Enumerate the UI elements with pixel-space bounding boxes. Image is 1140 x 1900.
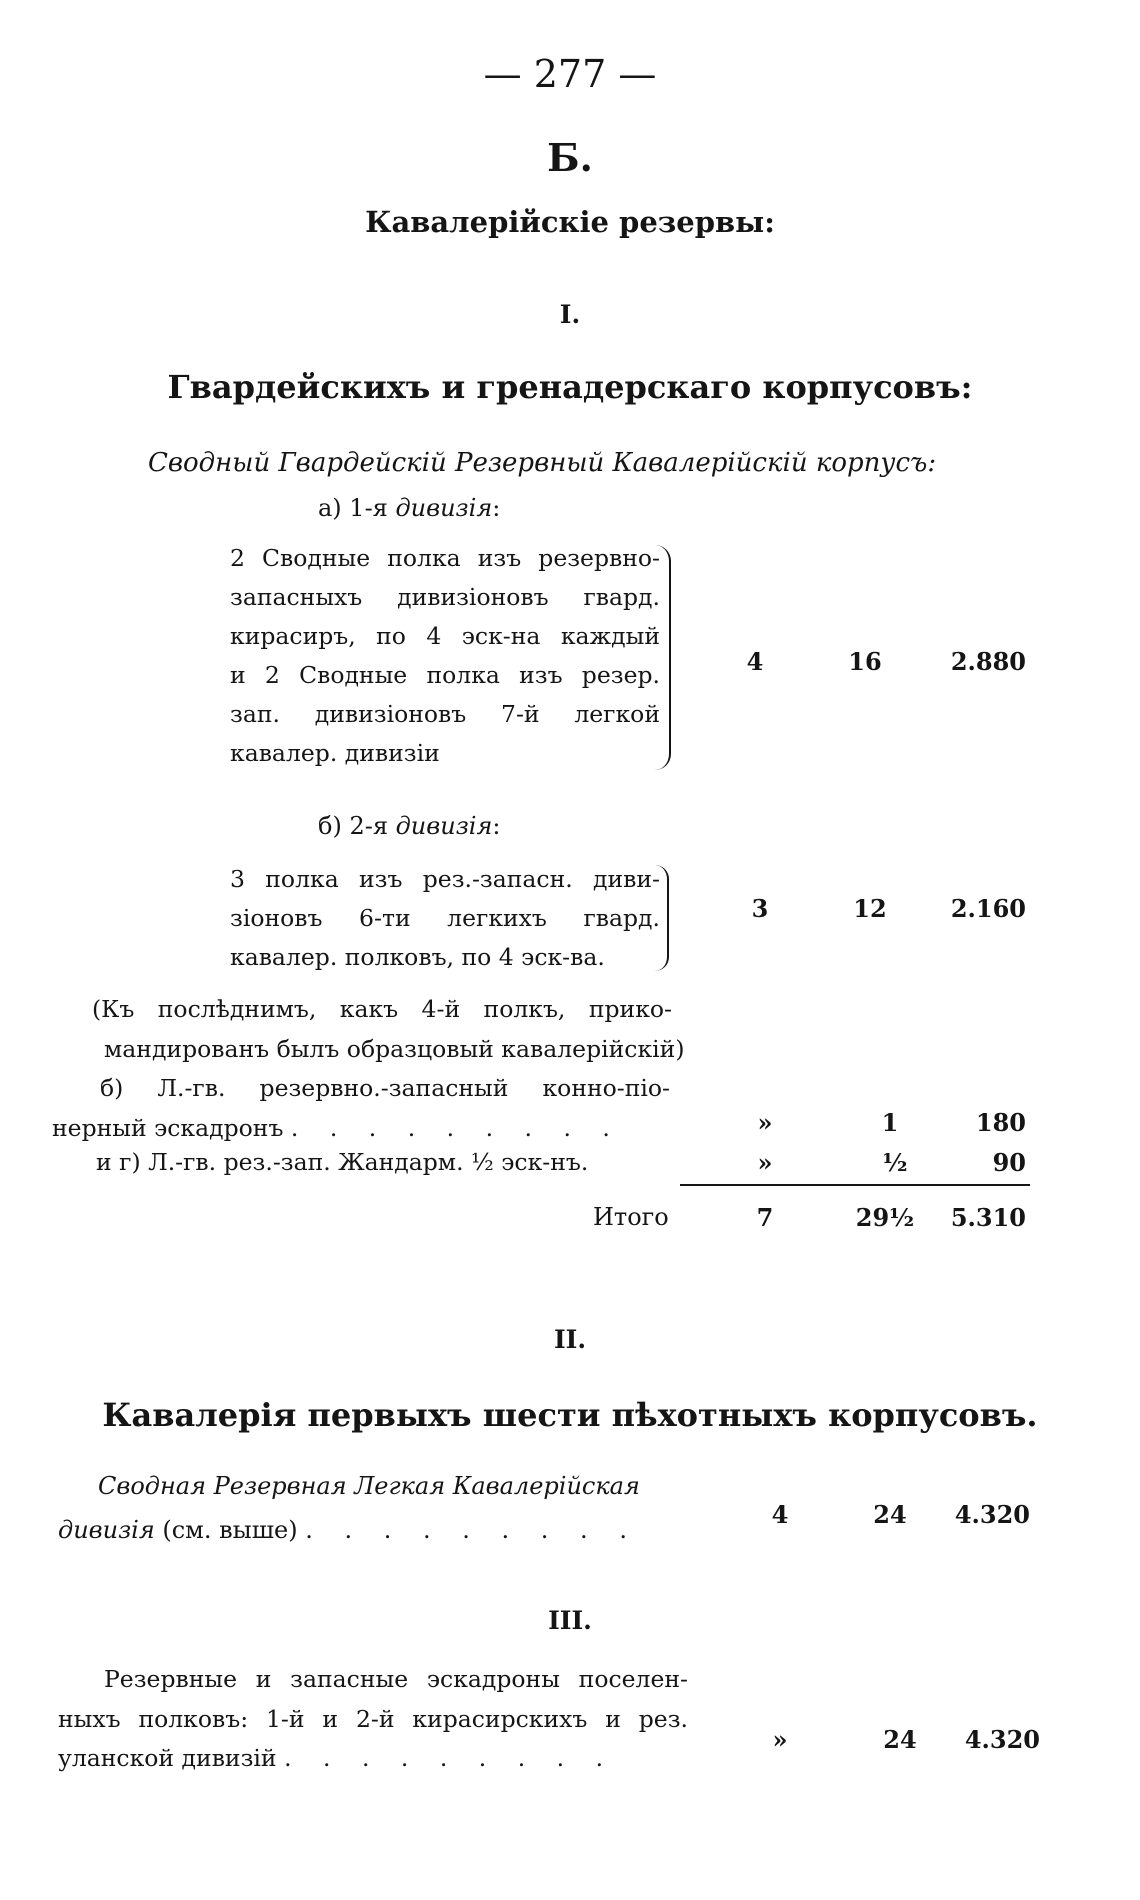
division-b-line: 3 полка изъ рез.-запасн. диви- [230, 865, 660, 893]
division-a-regiments: 4 [746, 647, 764, 676]
part3-men: 4.320 [964, 1725, 1040, 1754]
part3-roman: III. [548, 1606, 592, 1635]
division-b-text [230, 860, 660, 977]
part2-line1: Сводная Резервная Легкая Кавалерійская [98, 1472, 640, 1500]
division-b-squadrons: 12 [853, 894, 887, 923]
division-a-line: кавалер. дивизіи [230, 739, 440, 767]
part1-subheading: Сводный Гвардейскій Резервный Кавалерійскій корпусъ: [148, 448, 937, 478]
total-men: 5.310 [950, 1203, 1026, 1232]
division-a-squadrons: 16 [848, 647, 882, 676]
item-v-squadrons: 1 [881, 1108, 899, 1137]
part3-line: уланской дивизій . . . . . . . . . [58, 1744, 616, 1772]
part1-roman: I. [559, 300, 581, 329]
division-b-line: зіоновъ 6-ти легкихъ гвард. [230, 904, 660, 932]
division-a-label: а) 1-я дивизія: [318, 494, 501, 522]
division-b-men: 2.160 [950, 894, 1026, 923]
part2-line2: дивизія (см. выше) . . . . . . . . . [58, 1516, 639, 1544]
part3-regiments: » [772, 1725, 788, 1754]
division-a-line: запасныхъ дивизіоновъ гвард. [230, 583, 660, 611]
division-a-line: 2 Сводные полка изъ резервно- [230, 544, 660, 572]
item-g-squadrons: ½ [882, 1148, 908, 1177]
division-a-line: зап. дивизіоновъ 7-й легкой [230, 700, 660, 728]
page-number: — 277 — [483, 52, 657, 96]
part1-heading: Гвардейскихъ и гренадерскаго корпусовъ: [167, 368, 973, 406]
part2-squadrons: 24 [873, 1500, 907, 1529]
division-b-brace [655, 865, 669, 971]
part2-men: 4.320 [954, 1500, 1030, 1529]
note-text [52, 990, 685, 1069]
part2-roman: II. [553, 1325, 587, 1354]
leader-dots: . . . . . . . . . [290, 1113, 622, 1142]
division-a-text [230, 539, 660, 773]
part2-division-name: дивизія [58, 1516, 155, 1544]
section-title: Кавалерійскіе резервы: [365, 205, 775, 239]
section-letter: Б. [547, 135, 593, 180]
division-a-line: кирасиръ, по 4 эск-на каждый [230, 622, 660, 650]
division-a-brace [655, 545, 671, 770]
division-b-label: б) 2-я дивизія: [318, 812, 501, 840]
item-g-text: и г) Л.-гв. рез.-зап. Жандарм. ½ эск-нъ. [96, 1148, 589, 1176]
item-v-line: нерный эскадронъ . . . . . . . . . [52, 1113, 622, 1142]
division-a-name: дивизія [395, 494, 493, 522]
item-v-line: б) Л.-гв. резервно.-запасный конно-піо- [100, 1074, 670, 1102]
total-regiments: 7 [756, 1203, 774, 1232]
part3-line: Резервные и запасные эскадроны поселен- [104, 1665, 688, 1693]
item-g-men: 90 [992, 1148, 1026, 1177]
note-line: (Къ послѣднимъ, какъ 4-й полкъ, прико- [92, 995, 672, 1023]
division-b-name: дивизія [395, 812, 493, 840]
item-v-text [52, 1069, 670, 1148]
item-v-regiments: » [757, 1108, 773, 1137]
part3-text [58, 1660, 688, 1779]
part3-line: ныхъ полковъ: 1-й и 2-й кирасирскихъ и рез. [58, 1704, 688, 1733]
leader-dots: . . . . . . . . . [305, 1516, 639, 1544]
division-a-line: и 2 Сводные полка изъ резер. [230, 661, 660, 689]
part2-heading: Кавалерія первыхъ шести пѣхотныхъ корпусовъ. [102, 1396, 1038, 1434]
item-g-regiments: » [757, 1148, 773, 1177]
leader-dots: . . . . . . . . . [284, 1744, 616, 1772]
part2-regiments: 4 [771, 1500, 789, 1529]
division-b-line: кавалер. полковъ, по 4 эск-ва. [230, 943, 605, 971]
note-line: мандированъ былъ образцовый кавалерійскій) [104, 1034, 685, 1063]
division-a-men: 2.880 [950, 647, 1026, 676]
total-label: Итого [593, 1203, 669, 1231]
total-squadrons: 29½ [855, 1203, 915, 1232]
part3-squadrons: 24 [883, 1725, 917, 1754]
division-b-regiments: 3 [751, 894, 769, 923]
item-v-men: 180 [975, 1108, 1026, 1137]
total-rule [680, 1184, 1030, 1186]
